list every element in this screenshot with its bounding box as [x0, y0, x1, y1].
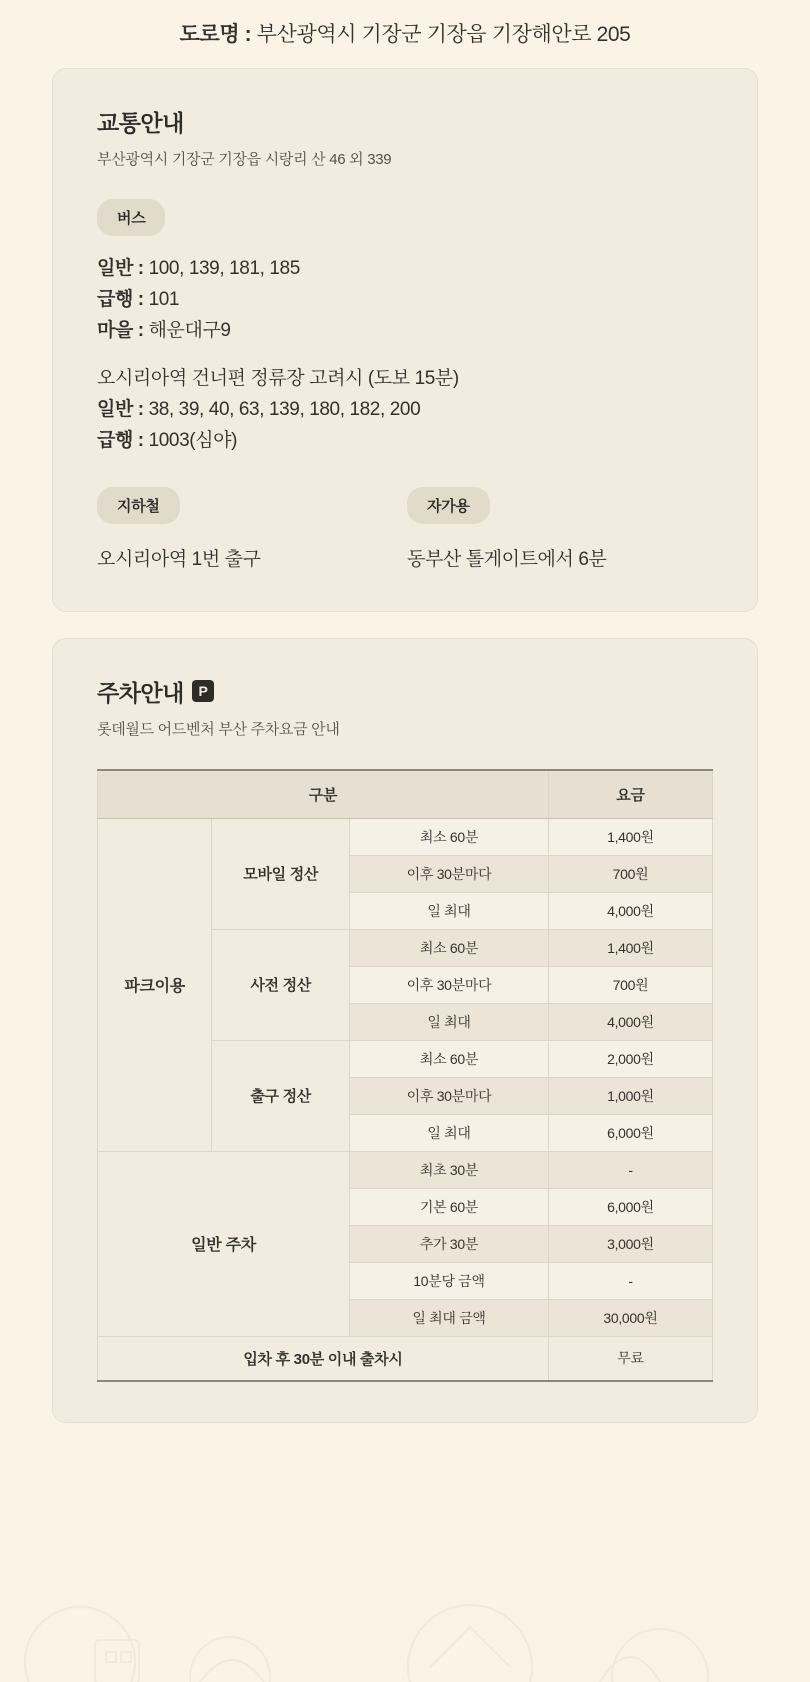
- bus-line-4-key: 일반 :: [97, 399, 149, 421]
- fee-price: -: [549, 1262, 713, 1299]
- fee-item: 10분당 금액: [350, 1262, 549, 1299]
- fee-price: 1,400원: [549, 818, 713, 855]
- fee-item: 일 최대: [350, 1003, 549, 1040]
- fee-header-price: 요금: [549, 770, 713, 819]
- fee-price: 1,000원: [549, 1077, 713, 1114]
- bus-line-1-value: 100, 139, 181, 185: [148, 258, 300, 279]
- fee-price: 3,000원: [549, 1225, 713, 1262]
- subway-car-row: [97, 487, 713, 571]
- bus-line-4: [97, 395, 713, 426]
- fee-price: 1,400원: [549, 929, 713, 966]
- road-name-label: 도로명 :: [179, 23, 252, 46]
- bus-line-3: [97, 316, 713, 347]
- parking-subtitle: 롯데월드 어드벤처 부산 주차요금 안내: [97, 720, 340, 738]
- subway-pill: 지하철: [97, 487, 180, 524]
- parking-p-icon: P: [192, 680, 214, 702]
- fee-table-header-row: [98, 770, 713, 819]
- bus-line-4-value: 38, 39, 40, 63, 139, 180, 182, 200: [148, 399, 421, 421]
- fee-item: 최소 60분: [350, 1040, 549, 1077]
- bus-line-5-value: 1003(심야): [148, 429, 238, 451]
- bus-line-1: [97, 254, 713, 285]
- subway-block: [97, 487, 407, 571]
- bus-stop-note: 오시리아역 건너편 정류장 고려시 (도보 15분): [97, 368, 459, 390]
- background-watermark: [0, 1462, 810, 1682]
- road-name-header: [0, 0, 810, 68]
- transport-card: [52, 68, 758, 612]
- car-value: 동부산 톨게이트에서 6분: [407, 548, 607, 570]
- car-pill: 자가용: [407, 487, 490, 524]
- fee-item: 최소 60분: [350, 929, 549, 966]
- car-block: [407, 487, 717, 571]
- bus-line-2-value: 101: [148, 288, 180, 310]
- subgroup-mobile: 모바일 정산: [212, 818, 350, 929]
- bus-line-3-key: 마을 :: [97, 319, 149, 341]
- fee-item: 일 최대 금액: [350, 1299, 549, 1336]
- fee-table-head: [98, 770, 713, 819]
- parking-title: 주차안내: [97, 679, 184, 706]
- bus-pill-row: [97, 199, 713, 236]
- transport-address: 부산광역시 기장군 기장읍 시랑리 산 46 외 339: [97, 151, 392, 168]
- table-row: [98, 1151, 713, 1188]
- fee-price: 4,000원: [549, 1003, 713, 1040]
- table-row-footer: [98, 1336, 713, 1381]
- group-park-use: 파크이용: [98, 818, 212, 1151]
- fee-price: 30,000원: [549, 1299, 713, 1336]
- bus-line-2-key: 급행 :: [97, 288, 149, 310]
- bus-pill: 버스: [97, 199, 165, 236]
- bus-line-1-key: 일반 :: [97, 258, 149, 279]
- fee-item: 최소 60분: [350, 818, 549, 855]
- spacer: [97, 346, 713, 364]
- fee-item: 이후 30분마다: [350, 966, 549, 1003]
- parking-card: [52, 638, 758, 1423]
- table-row: [98, 818, 713, 855]
- fee-price: 2,000원: [549, 1040, 713, 1077]
- fee-price: 4,000원: [549, 892, 713, 929]
- fee-item: 일 최대: [350, 1114, 549, 1151]
- fee-price: 700원: [549, 855, 713, 892]
- bus-line-2: [97, 285, 713, 316]
- fee-item: 최초 30분: [350, 1151, 549, 1188]
- fee-table-body: [98, 818, 713, 1381]
- fee-item: 일 최대: [350, 892, 549, 929]
- subway-value: 오시리아역 1번 출구: [97, 548, 261, 570]
- fee-price: -: [549, 1151, 713, 1188]
- fee-item: 기본 60분: [350, 1188, 549, 1225]
- fee-footer-label: 입차 후 30분 이내 출차시: [98, 1336, 549, 1381]
- fee-price: 700원: [549, 966, 713, 1003]
- fee-item: 추가 30분: [350, 1225, 549, 1262]
- transport-title: 교통안내: [97, 110, 184, 136]
- parking-title-row: [97, 675, 713, 708]
- bus-line-3-value: 해운대구9: [148, 319, 231, 341]
- road-name-value: 부산광역시 기장군 기장읍 기장해안로 205: [256, 23, 631, 46]
- subgroup-prepay: 사전 정산: [212, 929, 350, 1040]
- bus-line-5-key: 급행 :: [97, 429, 149, 451]
- fee-footer-price: 무료: [549, 1336, 713, 1381]
- subgroup-exit: 출구 정산: [212, 1040, 350, 1151]
- fee-header-category: 구분: [98, 770, 549, 819]
- fee-price: 6,000원: [549, 1114, 713, 1151]
- fee-item: 이후 30분마다: [350, 855, 549, 892]
- fee-item: 이후 30분마다: [350, 1077, 549, 1114]
- bus-line-5: [97, 426, 713, 457]
- parking-fee-table: [97, 769, 713, 1382]
- fee-price: 6,000원: [549, 1188, 713, 1225]
- group-general-parking: 일반 주차: [98, 1151, 350, 1336]
